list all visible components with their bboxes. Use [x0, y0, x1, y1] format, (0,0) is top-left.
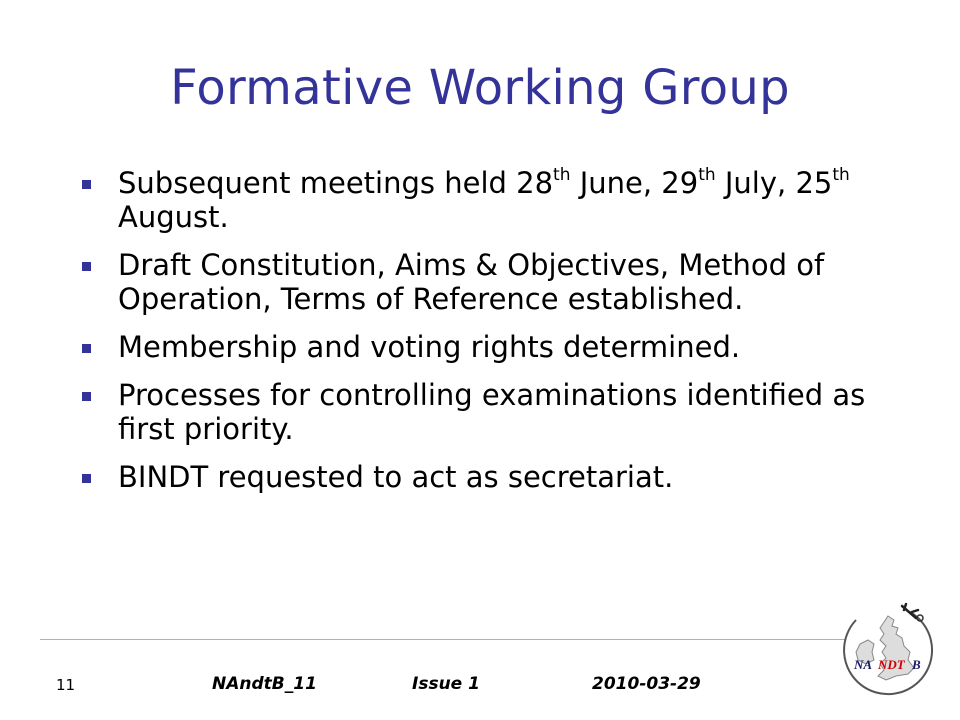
bullet-item [82, 378, 882, 446]
ordinal-suffix: th [553, 165, 571, 185]
logo-text-b: B [912, 657, 921, 672]
page-number: 11 [56, 676, 76, 694]
bullet-text-segment: BINDT requested to act as secretariat. [118, 460, 674, 494]
footer-date: 2010-03-29 [592, 674, 701, 694]
bullet-text-segment: August. [118, 200, 229, 234]
bullet-square-icon [82, 180, 91, 189]
footer-doc-ref: NAndtB_11 [212, 674, 317, 694]
bullet-text [118, 330, 740, 364]
bullet-text [118, 166, 850, 234]
bullet-text [118, 460, 673, 494]
logo-text-ndt: NDT [878, 657, 905, 672]
footer-issue: Issue 1 [412, 674, 480, 694]
bullet-item [82, 460, 882, 494]
bullet-list [82, 166, 882, 508]
nandtb-logo [838, 598, 946, 698]
bullet-text [118, 248, 824, 316]
bullet-item [82, 248, 882, 316]
bullet-item [82, 330, 882, 364]
bullet-square-icon [82, 344, 91, 353]
bullet-text-segment: June, 29 [570, 166, 699, 200]
ordinal-suffix: th [832, 165, 850, 185]
slide-title: Formative Working Group [170, 60, 790, 116]
footer-divider [40, 639, 845, 640]
bullet-square-icon [82, 392, 91, 401]
bullet-text-segment: Processes for controlling examinations identified as first priority. [118, 378, 866, 446]
bullet-square-icon [82, 474, 91, 483]
logo-text-na: NA [854, 657, 873, 672]
ordinal-suffix: th [698, 165, 716, 185]
bullet-text-segment: July, 25 [715, 166, 833, 200]
bullet-text [118, 378, 865, 446]
bullet-square-icon [82, 262, 91, 271]
bullet-text-segment: Draft Constitution, Aims & Objectives, Method of Operation, Terms of Reference established. [118, 248, 825, 316]
bullet-item [82, 166, 882, 234]
bullet-text-segment: Subsequent meetings held 28 [118, 166, 554, 200]
bullet-text-segment: Membership and voting rights determined. [118, 330, 741, 364]
